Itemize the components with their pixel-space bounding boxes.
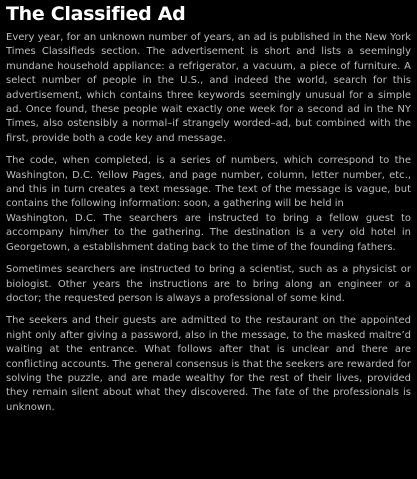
- article-title: The Classified Ad: [6, 3, 186, 25]
- article-paragraph-4: The seekers and their guests are admitted to the restaurant on the appointed night only after giving a password, also in the message, to the masked maitre’d waiting at the entrance. What follows after that is unclear and there are conflicting accounts. The general consensus is that the seekers are rewarded for solving the puzzle, and are made wealthy for the rest of their lives, provided they remain silent about what they discovered. The fate of the professionals is unknown.: [6, 315, 411, 413]
- article-paragraph-2: The code, when completed, is a series of numbers, which correspond to the Washington, D.C. Yellow Pages, and page number, column, letter number, etc., and this in turn creates a text message. The text of the message is vague, but contains the following information: soon, a gathering will be held in Washington, D.C. The searchers are instructed to bring a fellow guest to accompany him/her to the gathering. The destination is a very old hotel in Georgetown, a establishment dating back to the time of the founding fathers.: [6, 155, 411, 253]
- article-paragraph-3: Sometimes searchers are instructed to bring a scientist, such as a physicist or biologist. Other years the instructions are to bring along an engineer or a doctor; the requested person is always a professional of some kind.: [6, 264, 411, 304]
- article-paragraph-1: Every year, for an unknown number of years, an ad is published in the New York Times Classifieds section. The advertisement is short and lists a seemingly mundane household appliance: a refrigerator, a vacuum, a piece of furniture. A select number of people in the U.S., and indeed the world, search for this advertisement, which contains three keywords seemingly unusual for a simple ad. Once found, these people wait exactly one week for a second ad in the NY Times, also ostensibly a normal–if strangely worded–ad, but combined with the first, provide both a code key and message.: [6, 32, 411, 144]
